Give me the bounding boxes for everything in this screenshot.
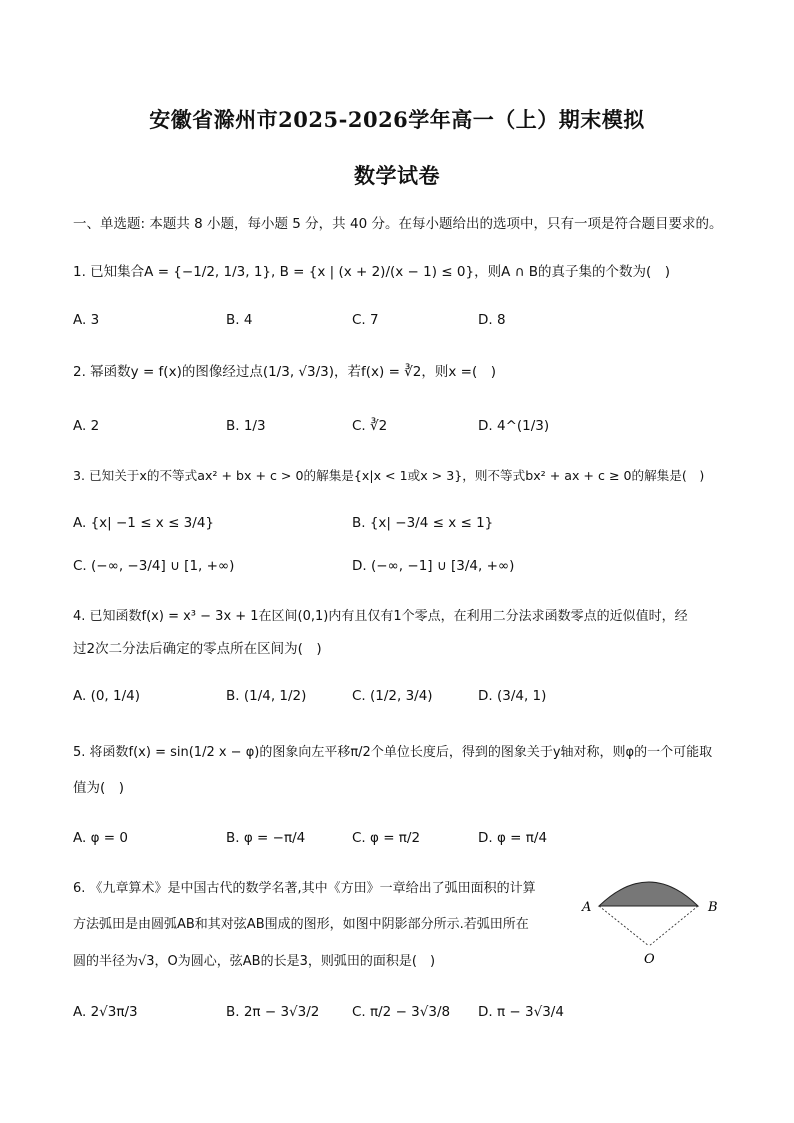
q4-option-c: C. (1/2, 3/4) [352, 688, 433, 704]
question-2-stem: 2. 幂函数y = f(x)的图像经过点(1/3, √3/3)，若f(x) = ∛2，则x =( ) [73, 364, 496, 380]
point-o-label: O [644, 952, 655, 967]
q3-option-b: B. {x| −3/4 ≤ x ≤ 1} [352, 515, 494, 531]
q5-option-d: D. φ = π/4 [478, 830, 548, 846]
question-4-stem-line2: 过2次二分法后确定的零点所在区间为( ) [73, 641, 322, 657]
q4-option-a: A. (0, 1/4) [73, 688, 141, 704]
q3-option-c: C. (−∞, −3/4] ∪ [1, +∞) [73, 558, 235, 574]
question-1-stem: 1. 已知集合A = {−1/2, 1/3, 1}, B = {x | (x + 2)/(x − 1) ≤ 0}，则A ∩ B的真子集的个数为( ) [73, 264, 671, 280]
q1-option-b: B. 4 [226, 312, 253, 328]
question-6-stem-line1: 6. 《九章算术》是中国古代的数学名著,其中《方田》一章给出了弧田面积的计算 [73, 881, 536, 896]
q6-option-a: A. 2√3π/3 [73, 1004, 138, 1020]
q6-option-b: B. 2π − 3√3/2 [226, 1004, 320, 1020]
point-b-label: B [708, 900, 718, 915]
question-4-stem-line1: 4. 已知函数f(x) = x³ − 3x + 1在区间(0,1)内有且仅有1个零点，在利用二分法求函数零点的近似值时，经 [73, 609, 688, 624]
arc-segment-shaded [599, 882, 698, 906]
exam-subtitle: 数学试卷 [354, 163, 440, 188]
q5-option-b: B. φ = −π/4 [226, 830, 306, 846]
q1-option-a: A. 3 [73, 312, 100, 328]
q1-option-d: D. 8 [478, 312, 506, 328]
q2-option-b: B. 1/3 [226, 418, 266, 434]
question-3-stem: 3. 已知关于x的不等式ax² + bx + c > 0的解集是{x|x < 1或x > 3}，则不等式bx² + ax + c ≥ 0的解集是( ) [73, 468, 705, 483]
q4-option-d: D. (3/4, 1) [478, 688, 547, 704]
arc-field-diagram [574, 870, 744, 970]
q4-option-b: B. (1/4, 1/2) [226, 688, 307, 704]
point-a-label: A [582, 900, 592, 915]
q3-option-d: D. (−∞, −1] ∪ [3/4, +∞) [352, 558, 515, 574]
q2-option-d: D. 4^(1/3) [478, 418, 550, 434]
section-heading: 一、单选题: 本题共 8 小题，每小题 5 分，共 40 分。在每小题给出的选项中，只有一项是符合题目要求的。 [73, 216, 723, 232]
q6-option-d: D. π − 3√3/4 [478, 1004, 564, 1020]
q6-option-c: C. π/2 − 3√3/8 [352, 1004, 451, 1020]
question-6-stem-line2: 方法弧田是由圆弧AB和其对弦AB围成的图形，如图中阴影部分所示.若弧田所在 [73, 917, 529, 932]
q3-option-a: A. {x| −1 ≤ x ≤ 3/4} [73, 515, 214, 531]
q5-option-c: C. φ = π/2 [352, 830, 421, 846]
radius-ob [649, 906, 698, 946]
q2-option-c: C. ∛2 [352, 418, 388, 434]
question-6-stem-line3: 圆的半径为√3，O为圆心，弦AB的长是3，则弧田的面积是( ) [73, 954, 436, 969]
exam-title: 安徽省滁州市2025-2026学年高一（上）期末模拟 [149, 107, 645, 132]
q5-option-a: A. φ = 0 [73, 830, 128, 846]
question-5-stem-line1: 5. 将函数f(x) = sin(1/2 x − φ)的图象向左平移π/2个单位长度后，得到的图象关于y轴对称，则φ的一个可能取 [73, 745, 713, 760]
radius-oa [599, 906, 649, 946]
question-5-stem-line2: 值为( ) [73, 780, 125, 796]
q1-option-c: C. 7 [352, 312, 379, 328]
q2-option-a: A. 2 [73, 418, 100, 434]
